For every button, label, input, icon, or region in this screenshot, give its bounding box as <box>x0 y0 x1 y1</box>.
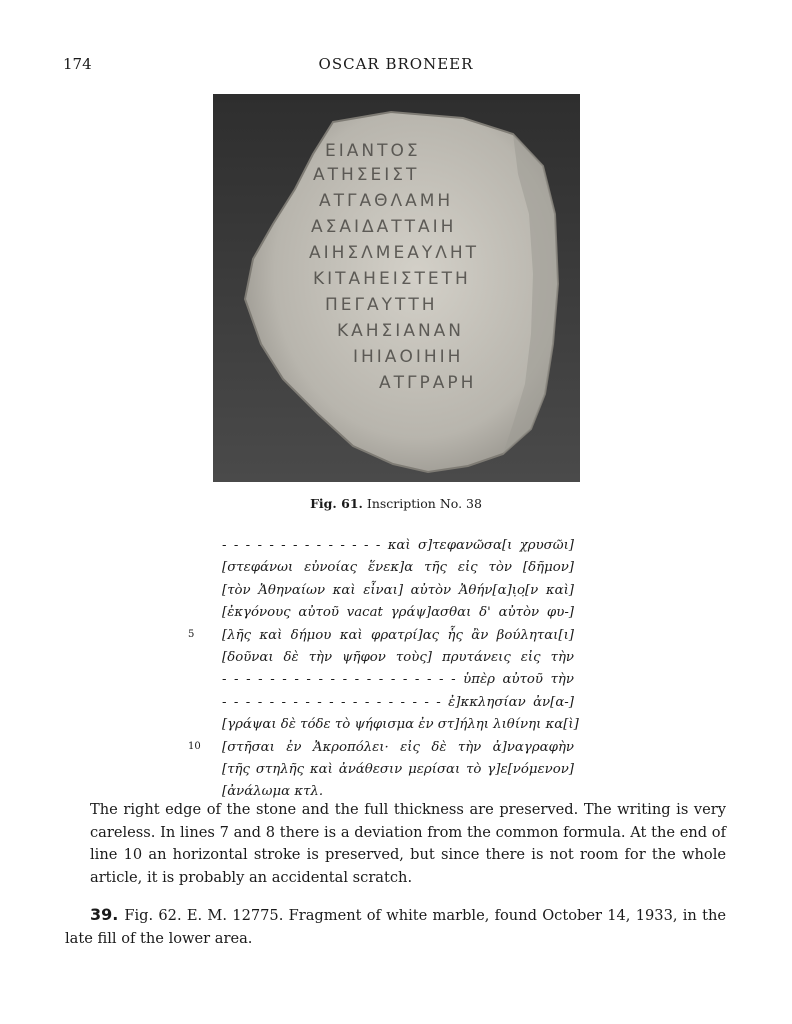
inscription-line-1: - - - - - - - - - - - - - - καὶ σ]τεφανῶσα[ι χρυσῶι] <box>222 538 574 553</box>
svg-text:ΑΤΓΡΑΡΗ: ΑΤΓΡΑΡΗ <box>379 373 477 393</box>
inscription-line-9: [γράψαι δὲ τόδε τὸ ψήφισμα ἐν στ]ήληι λιθίνηι κα[ὶ] <box>222 717 579 733</box>
inscription-line-11: [τῆς στηλῆς καὶ ἀνάθεσιν μερίσαι τὸ γ]ε[νόμενον] <box>222 761 574 777</box>
entry-text: Fig. 62. E. M. 12775. Fragment of white marble, found October 14, 1933, in the late fill of the lower area. <box>65 907 726 947</box>
figure-caption <box>0 496 792 511</box>
running-title: OSCAR BRONEER <box>318 55 474 73</box>
commentary-text: The right edge of the stone and the full thickness are preserved. The writing is very careless. In lines 7 and 8 there is a deviation from the common formula. At the end of line 10 an horizontal stroke is preserved, but since there is not room for the whole article, it is probably an accidental scratch. <box>90 801 726 886</box>
svg-text:ΑΣΑΙΔΑΤΤΑΙΗ: ΑΣΑΙΔΑΤΤΑΙΗ <box>311 217 457 237</box>
svg-text:ΑΙΗΣΛΜΕΑΥΛΗΤ: ΑΙΗΣΛΜΕΑΥΛΗΤ <box>309 243 480 263</box>
stone-fragment-image <box>213 94 580 482</box>
line-number-10: 10 <box>188 741 201 752</box>
svg-text:ΚΙΤΑΗΕΙΣΤΕΤΗ: ΚΙΤΑΗΕΙΣΤΕΤΗ <box>313 269 471 289</box>
figure-caption-text: Inscription No. 38 <box>366 496 482 511</box>
inscription-line-12: [ἀνάλωμα κτλ. <box>222 784 324 800</box>
figure-label: Fig. 61. <box>310 496 363 511</box>
catalogue-entry <box>65 904 726 950</box>
inscription-line-10: [στῆσαι ἐν Ἀκροπόλει· εἰς δὲ τὴν ἀ]ναγραφὴν <box>222 739 574 755</box>
inscription-line-3: [τὸν Ἀθηναίων καὶ εἶναι] αὐτὸν Ἀθήν[α]ι̣ο̣[ν καὶ] <box>222 582 574 598</box>
line-number-5: 5 <box>188 629 195 640</box>
inscription-line-6: [δοῦναι δὲ τὴν ψῆφον τοὺς] πρυτάνεις εἰς τὴν <box>222 649 574 665</box>
inscription-line-2: [στεφάνωι εὐνοίας ἕνεκ]α τῆς εἰς τὸν [δῆμον] <box>222 560 574 576</box>
inscription-photograph <box>213 94 580 482</box>
inscription-line-7: - - - - - - - - - - - - - - - - - - - - ὑπὲρ αὐτοῦ τὴν <box>222 672 574 688</box>
svg-text:ΕΙΑΝΤΟΣ: ΕΙΑΝΤΟΣ <box>325 141 421 161</box>
svg-text:ΠΕΓΑΥΤΤΗ: ΠΕΓΑΥΤΤΗ <box>325 295 438 315</box>
commentary-paragraph <box>90 799 726 889</box>
svg-text:ΑΤΓΑΘΛΑΜΗ: ΑΤΓΑΘΛΑΜΗ <box>319 191 454 211</box>
entry-number: 39. <box>90 905 119 924</box>
page-number: 174 <box>63 55 92 73</box>
inscription-line-5: [λῆς καὶ δήμου καὶ φρατρί]ας ἧς ἂν βούληται[ι] <box>222 627 574 643</box>
inscription-line-4: [ἐκγόνους αὐτοῦ vacat γράψ]ασθαι δ' αὐτὸν φυ-] <box>222 605 574 621</box>
inscription-text <box>222 535 579 804</box>
inscription-line-8: - - - - - - - - - - - - - - - - - - - ἐ]κκλησίαν ἀν[α-] <box>222 694 574 710</box>
svg-text:ΙΗΙΑΟΙΗΙΗ: ΙΗΙΑΟΙΗΙΗ <box>353 347 464 367</box>
svg-text:ΚΑΗΣΙΑΝΑΝ: ΚΑΗΣΙΑΝΑΝ <box>337 321 465 341</box>
svg-text:ΑΤΗΣΕΙΣΤ: ΑΤΗΣΕΙΣΤ <box>313 165 420 185</box>
